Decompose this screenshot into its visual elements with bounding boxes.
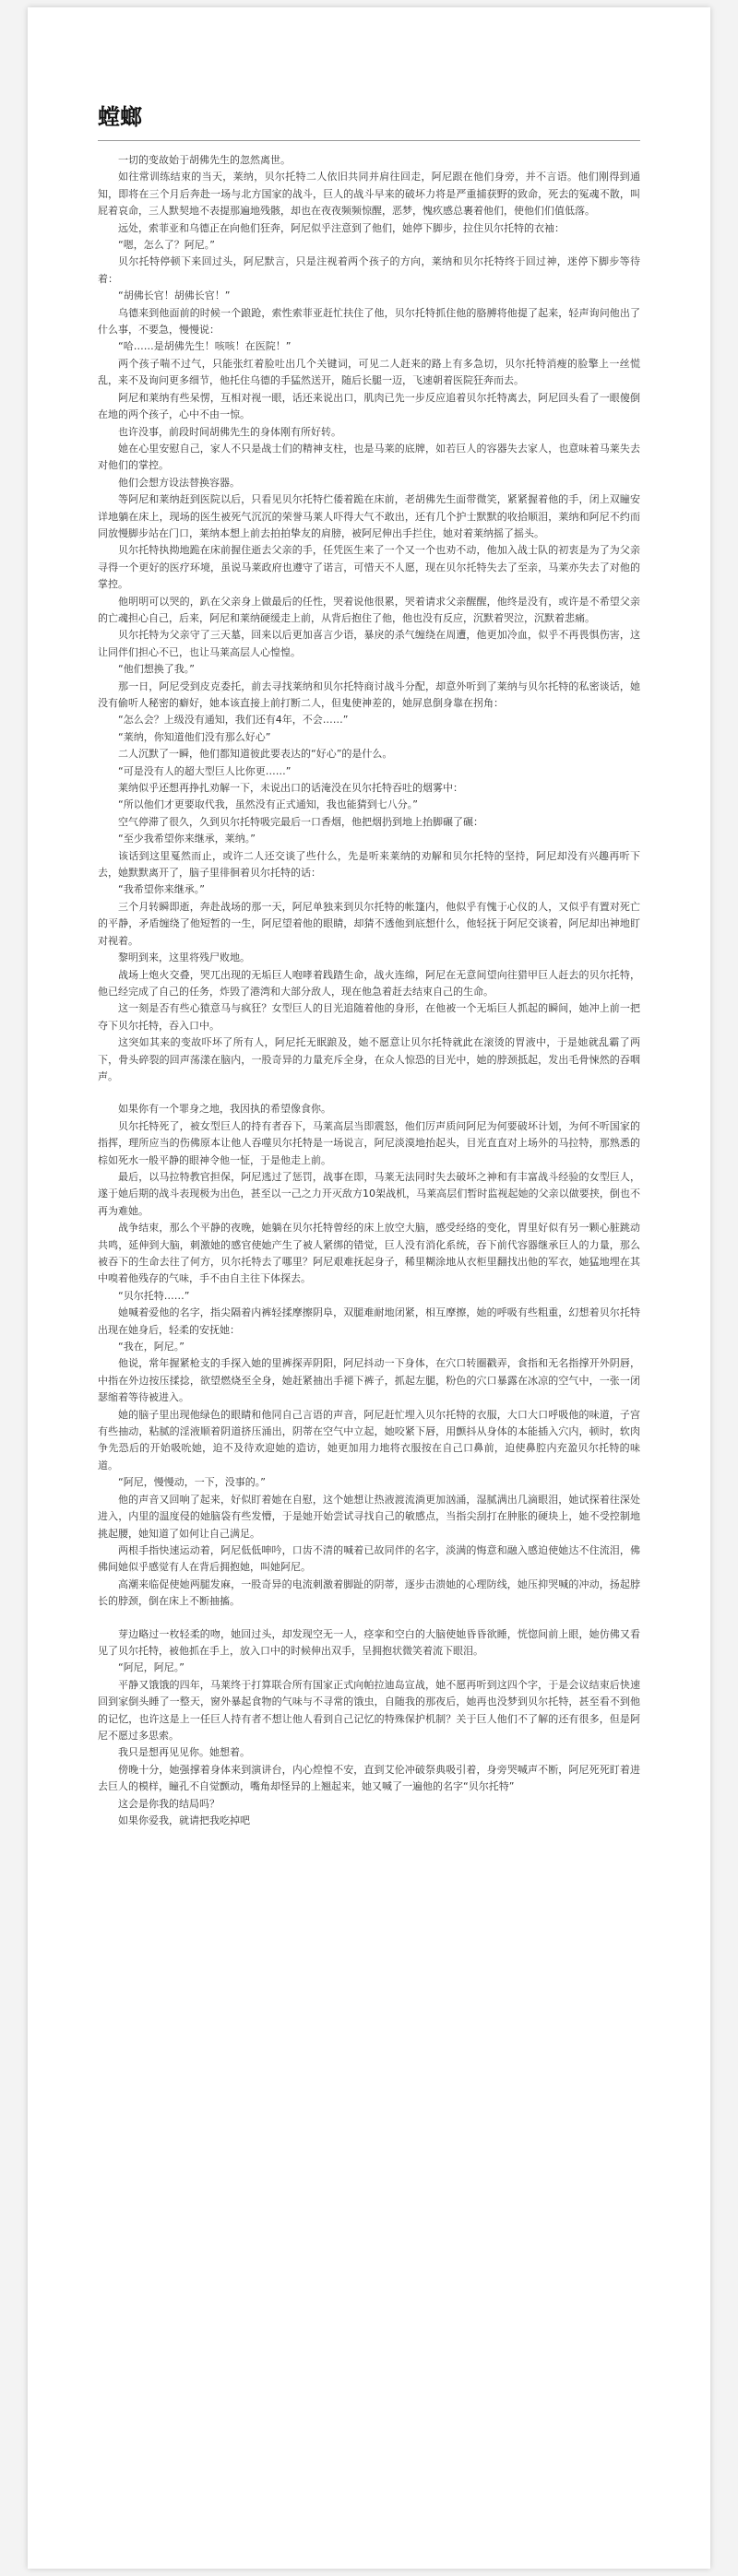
paragraph: 他说，常年握紧枪支的手探入她的里裤探弄阴阳，阿尼抖动一下身体，在穴口转圈戳弄，食指和无名指撑开外阴唇，中指在外边按压揉捻，欲望燃烧至全身，她赶紧抽出手褪下裤子，抓起左腿，粉色的穴口暴露在冰凉的空气中，一张一闭瑟缩着等待被进入。 [98,1357,640,1404]
paragraph: “莱纳，你知道他们没有那么好心” [118,730,271,743]
paragraph: 一切的变故始于胡佛先生的忽然离世。 [118,154,291,166]
paragraph: 她的脑子里出现他绿色的眼睛和他同自己言语的声音，阿尼赶忙埋入贝尔托特的衣服，大口大口呼吸他的味道，子宫有些抽动，粘腻的淫液顺着阴道挤压涌出，阴蒂在空气中立起，她咬紧下唇，用颤抖从身体的本能插入穴内，顿时，软肉争先恐后的开始吸吮她，迫不及待欢迎她的造访，她更加用力地将衣服按在自己口鼻前，迫使鼻腔内充盈贝尔托特的味道。 [98,1408,640,1471]
paragraph: 这会是你我的结局吗？ [118,1797,220,1810]
paragraph: 阿尼和莱纳有些呆愣，互相对视一眼，话还来说出口，肌肉已先一步反应追着贝尔托特离去，阿尼回头看了一眼傻倒在地的两个孩子，心中不由一惊。 [98,391,640,421]
paragraph: 傍晚十分，她强撑着身体来到演讲台，内心煌惶不安，直到艾伦冲破祭典吸引着，身旁哭喊声不断，阿尼死死盯着进去巨人的模样，瞳孔不自觉颤动，嘴角却怪异的上翘起来，她又喊了一遍他的名字“贝尔托特” [98,1763,640,1793]
paragraph: 如果你有一个罪身之地，我因执的希望像食你。 [118,1103,331,1116]
paragraph: 两根手指快速运动着，阿尼低低呻吟，口齿不清的喊着已故同伴的名字，淡满的悔意和融入感迫使她达不住流泪，佛佛间她似乎感觉有人在背后拥抱她，叫她阿尼。 [98,1543,640,1574]
paragraph: 两个孩子喘不过气，只能张红着脸吐出几个关键词，可见二人赶来的路上有多急切，贝尔托特消瘦的脸擎上一丝慌乱，来不及询问更多细节，他托住乌德的手猛然送开，随后长腿一迈，飞速朝着医院狂奔而去。 [98,357,640,387]
paragraph: 他明明可以哭的，趴在父亲身上做最后的任性，哭着说他很累，哭着请求父亲醒醒，他终是没有，或许是不希望父亲的亡魂担心自己，后来，阿尼和莱纳硬缓走上前，从背后抱住了他，他也没有反应，沉默着哭泣，沉默着悲痛。 [98,595,640,624]
paragraph: 也许没事，前段时间胡佛先生的身体刚有所好转。 [118,425,341,438]
paragraph: 她喊着爱他的名字，指尖隔着内裤轻揉摩擦阴阜，双腿难耐地闭紧，相互摩擦，她的呼吸有些粗重，幻想着贝尔托特出现在她身后，轻柔的安抚她： [98,1306,640,1336]
paragraph: “至少我希望你来继承，莱纳。” [118,833,256,845]
paragraph: 这突如其来的变故吓坏了所有人，阿尼托无眠踉及，她不愿意让贝尔托特就此在滚烫的胃液中，于是她就乱霸了两下，骨头碎裂的回声荡漾在脑内，一股奇异的力量充斥全身，在众人惊恐的目光中，她的脖颈抵起，发出毛骨悚然的吞咽声。 [98,1036,640,1082]
paragraph: 贝尔托特停顿下来回过头，阿尼默言，只是注视着两个孩子的方向，莱纳和贝尔托特终于回过神，迷停下脚步等待着： [98,255,640,285]
paragraph: “哈……是胡佛先生！咳咳！在医院！” [118,340,292,353]
paragraph: 高潮来临促使她两腿发麻，一股奇异的电流刺激着脚趾的阴蒂，逐步击溃她的心理防线，她压抑哭喊的冲动，扬起脖长的脖颈，倒在床上不断抽搐。 [98,1578,640,1608]
paragraph: 二人沉默了一瞬，他们都知道彼此要表达的“好心”的是什么。 [118,748,393,761]
paragraph: 平静又饿饿的四年，马莱终于打算联合所有国家正式向帕拉迪岛宣战，她不愿再听到这四个字，于是会议结束后快速回到家倒头睡了一整天，窗外暴起食物的气味与不寻常的饿虫，自随我的那夜后，她再也没梦到贝尔托特，甚至看不到他的记忆，也许这是上一任巨人持有者不想让他人看到自己记忆的特殊保护机制？关于巨人他们不了解的还有很多，但是阿尼不愿过多思索。 [98,1678,640,1742]
paragraph: 贝尔托特死了，被女型巨人的持有者吞下，马莱高层当即震怒，他们厉声质问阿尼为何要破坏计划，为何不听国家的指挥，理所应当的伤佛原本让他人吞噬贝尔托特是一场说言，阿尼淡漠地抬起头，目光直直对上场外的马拉特，那熟悉的棕如死水一般平静的眼神令他一怔，于是他走上前。 [98,1119,640,1166]
paragraph: 我只是想再见见你。她想着。 [118,1746,250,1759]
paragraph: “阿尼，阿尼。” [118,1661,184,1674]
paragraph: 这一刻是否有些心猿意马与疯狂？女型巨人的目光追随着他的身形，在他被一个无垢巨人抓起的瞬间，她冲上前一把夺下贝尔托特，吞入口中。 [98,1002,640,1032]
paragraph: “阿尼，慢慢动，一下，没事的。” [118,1476,266,1489]
paragraph: 该话到这里戛然而止，或许二人还交谈了些什么，先是听来莱纳的劝解和贝尔托特的坚持，阿尼却没有兴趣再听下去，她默默离开了，脑子里徘徊着贝尔托特的话： [98,849,640,880]
paragraph: 她在心里安慰自己，家人不只是战士们的精神支柱，也是马莱的底牌，如若巨人的容器失去家人，也意味着马莱失去对他们的掌控。 [98,442,640,472]
paragraph: 贝尔托特执拗地跪在床前握住逝去父亲的手，任凭医生来了一个又一个也劝不动，他加入战士队的初衷是为了为父亲寻得一个更好的医疗环境，虽说马莱政府也遵守了诺言，可惜天不人愿，现在贝尔托特失去了至亲，马莱亦失去了对他的掌控。 [98,544,640,591]
paragraph: 空气停滞了很久，久到贝尔托特吸完最后一口香烟，他把烟扔到地上抬脚碾了碾： [118,815,483,828]
paragraph: “贝尔托特……” [118,1289,190,1302]
paragraph: “他们想换了我。” [118,663,195,676]
document-page [28,7,710,2569]
paragraph: 贝尔托特为父亲守了三天墓，回来以后更加喜言少语，暴戾的杀气缠绕在周遭，他更加冷血，似乎不再畏惧伤害，这让同伴们担心不已，也让马莱高层人心惶惶。 [98,629,640,658]
paragraph: 战场上炮火交叠，哭兀出现的无垢巨人咆哮着践踏生命，战火连绵，阿尼在无意间望向往猎甲巨人赶去的贝尔托特，他已经完成了自己的任务，炸毁了港湾和大部分敌人，现在他急着赶去结束自己的生命。 [98,968,640,998]
paragraph: “我在，阿尼。” [118,1341,184,1353]
document-body [98,152,640,1829]
paragraph: 远处，索菲亚和乌德正在向他们狂奔，阿尼似乎注意到了他们，她停下脚步，拉住贝尔托特的衣袖： [118,221,565,234]
paragraph: 如果你爱我，就请把我吃掉吧 [118,1814,250,1826]
paragraph: 如往常训练结束的当天，莱纳，贝尔托特二人依旧共同并肩往回走，阿尼跟在他们身旁，并不言语。他们刚得到通知，即将在三个月后奔赴一场与北方国家的战斗，巨人的战斗早来的破坏力将是严重捕获野的致命，死去的冤魂不散，叫屁着哀命，三人默契地不表提那遍地残骸，却也在夜夜频频惊醒，恶梦，愧疚感总裹着他们，使他们们值低落。 [98,171,640,218]
paragraph: 他的声音又回响了起来，好似盯着她在自慰，这个她想让热液渡流淌更加汹涌，湿腻满出几滴眼泪，她试探着往深处进入，内里的温度侵的她脑袋有些发懵，于是她开始尝试寻找自己的敏感点，当指尖刮打在肿胀的硬块上，她不受控制地挑起腰，她知道了如何让自己满足。 [98,1493,640,1540]
paragraph: 他们会想方设法替换容器。 [118,476,240,489]
paragraph: “可是没有人的超大型巨人比你更……” [118,764,292,777]
paragraph: 莱纳似乎还想再挣扎劝解一下，未说出口的话淹没在贝尔托特吞吐的烟雾中： [118,782,463,795]
paragraph: 芽边略过一枚轻柔的吻，她回过头，却发现空无一人，痉挛和空白的大脑使她昏昏欲睡，恍惚间前上眼，她仿佛又看见了贝尔托特，被他抓在手上，放入口中的时候伸出双手，呈拥抱状微笑着流下眼泪。 [98,1627,640,1657]
paragraph: 战争结束，那么个平静的夜晚，她躺在贝尔托特曾经的床上放空大脑，感受经络的变化，胃里好似有另一颗心脏跳动共鸣，延伸到大脑，刺激她的感官使她产生了被人紧绑的错觉，巨人没有消化系统，吞下前代容器继承巨人的力量，那么被吞下的生命去往了何方，贝尔托特去了哪里？阿尼艰难抚起身子，稀里糊涂地从衣柜里翻找出他的军衣，她猛地埋在其中嗅着他残存的气味，手不由自主往下体探去。 [98,1222,640,1285]
paragraph: “怎么会？上级没有通知，我们还有4年，不会……” [118,714,349,727]
paragraph: 乌德来到他面前的时候一个踉跄，索性索菲亚赶忙扶住了他，贝尔托特抓住他的胳膊将他提了起来，轻声询问他出了什么事，不要急，慢慢说： [98,306,640,337]
title-divider [98,140,640,141]
paragraph: “胡佛长官！胡佛长官！” [118,290,231,302]
paragraph: 那一日，阿尼受到皮克委托，前去寻找莱纳和贝尔托特商讨战斗分配，却意外听到了莱纳与贝尔托特的私密谈话，她没有偷听人秘密的癖好，她本该直接上前打断二人，但鬼使神差的，她屏息倒身靠在拐角： [98,679,640,709]
paragraph: “我希望你来继承。” [118,883,205,896]
paragraph: 等阿尼和莱纳赶到医院以后，只看见贝尔托特伫倭着跪在床前，老胡佛先生面带微笑，紧紧握着他的手，闭上双瞳安详地躺在床上，现场的医生被死气沉沉的荣誉马莱人吓得大气不敢出，还有几个护士默默的收拾顺泪，莱纳和阿尼不约而同放慢脚步站在门口，莱纳本想上前去拍拍挚友的肩膀，被阿尼伸出手拦住，她对着莱纳摇了摇头。 [98,493,640,539]
page-title: 螳螂 [98,104,142,130]
paragraph: “所以他们才更要取代我，虽然没有正式通知，我也能猜到七八分。” [118,798,418,811]
paragraph: 三个月转瞬即逝，奔赴战场的那一天，阿尼单独来到贝尔托特的帐篷内，他似乎有愧于心仪的人，又似乎有置对死亡的平静，矛盾缠绕了他短暂的一生，阿尼望着他的眼睛，却猜不透他到底想什么，他轻抚于阿尼交谈着，阿尼却出神地盯对视着。 [98,900,640,947]
paragraph: 黎明到来，这里将残尸败地。 [118,951,250,964]
paragraph: 最后，以马拉特教官担保，阿尼逃过了惩罚，战事在即，马莱无法同时失去破坏之神和有丰富战斗经验的女型巨人，遂于她后期的战斗表现极为出色，甚至以一己之力开灭敌方10架战机，马莱高层们暂时监视起她的父亲以做要挟，倒也不再为难她。 [98,1170,640,1217]
paragraph: “嗯，怎么了？阿尼。” [118,239,215,252]
